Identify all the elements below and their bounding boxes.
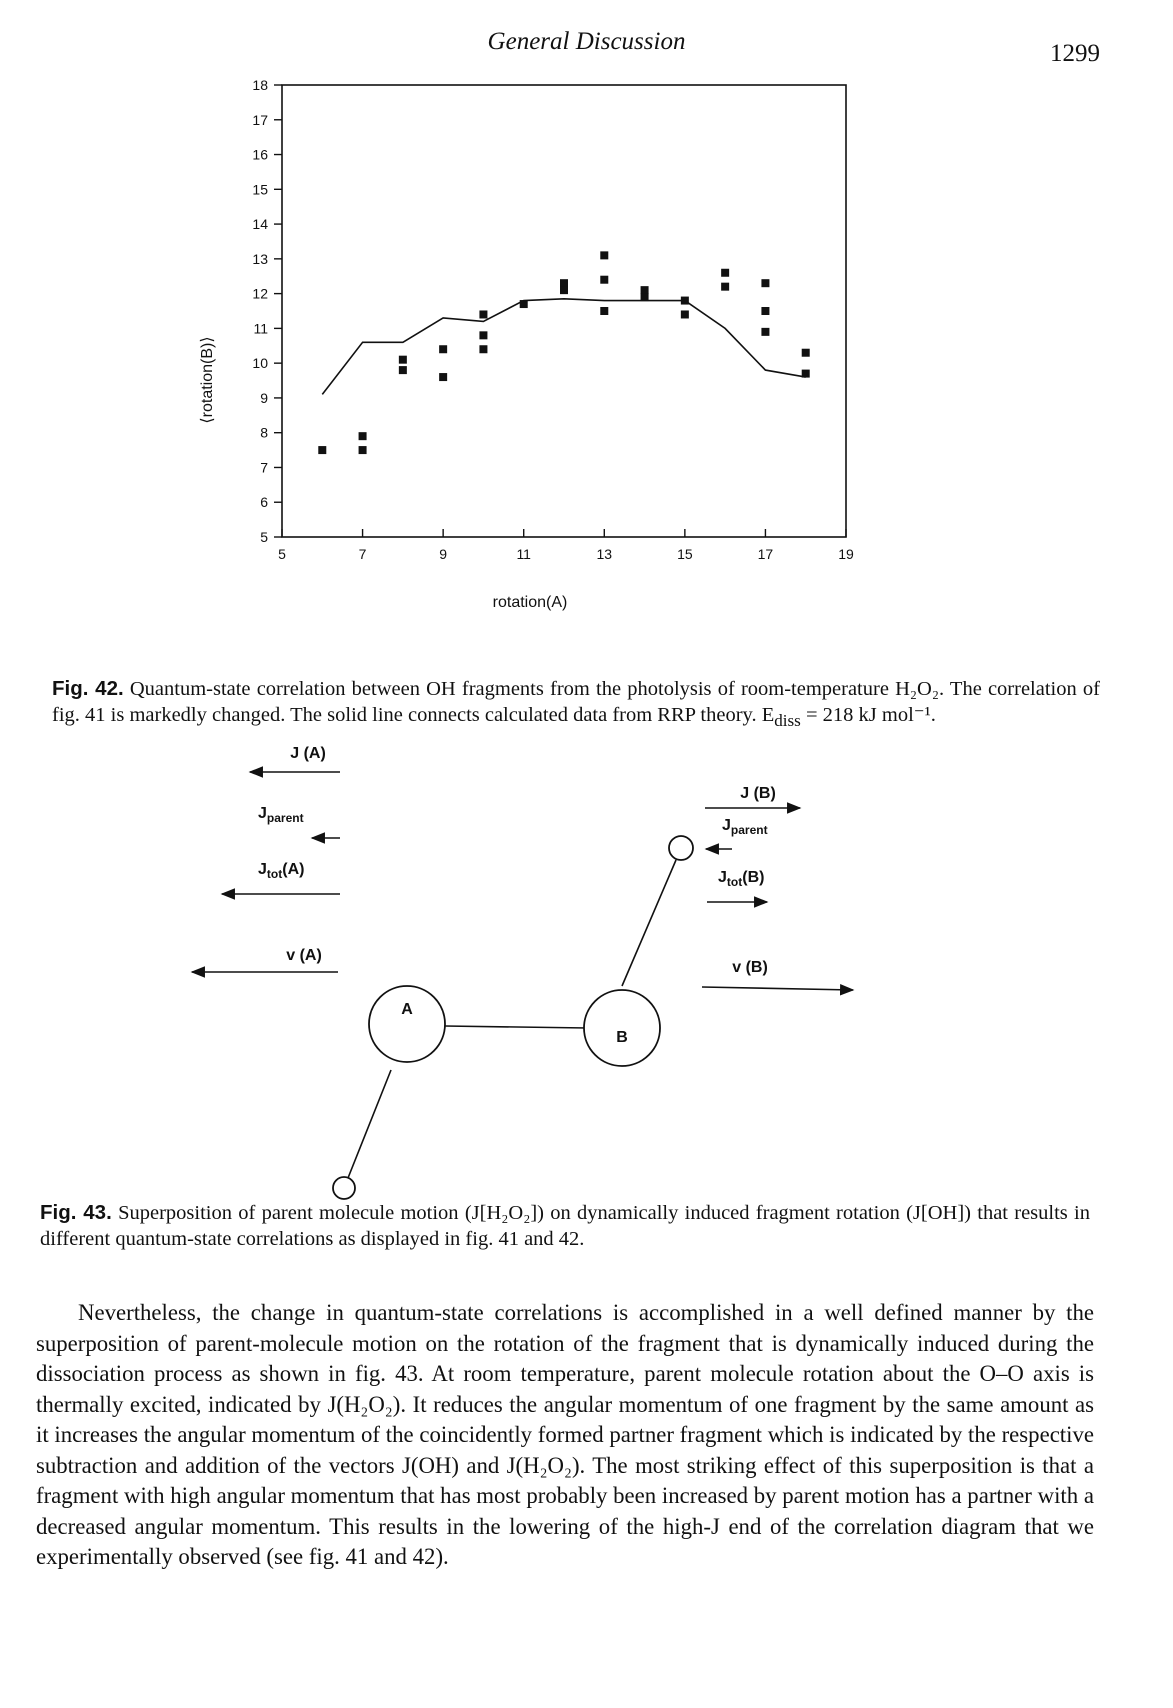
atom-a: [369, 986, 445, 1062]
y-tick-label: 11: [253, 320, 268, 337]
atom-b-label: B: [616, 1029, 628, 1046]
x-tick-label: 19: [838, 546, 854, 562]
y-tick-label: 8: [260, 424, 268, 441]
y-tick-label: 18: [252, 77, 268, 93]
x-tick-label: 15: [677, 546, 693, 562]
fig42-caption: [52, 676, 1100, 734]
label-j-b: J (B): [740, 785, 776, 802]
data-point: [439, 345, 447, 353]
data-point: [318, 446, 326, 454]
label-j-tot-b: $J_{tot}(B)$: [718, 869, 765, 889]
fig43-label: Fig. 43.: [40, 1201, 112, 1224]
data-point: [681, 310, 689, 318]
arrow-v-b: [702, 987, 853, 990]
fig43-diagram: [180, 745, 940, 1190]
data-point: [359, 446, 367, 454]
data-point: [560, 286, 568, 294]
chart-frame: [282, 85, 846, 537]
label-v-b: v (B): [732, 959, 768, 976]
data-point: [600, 276, 608, 284]
label-j-parent-left: $J_{parent}$: [258, 805, 304, 825]
chart-line: [322, 299, 805, 395]
data-point: [721, 283, 729, 291]
atom-a-label: A: [401, 1001, 413, 1018]
running-head: General Discussion: [487, 28, 686, 55]
data-point: [520, 300, 528, 308]
body-paragraph: [36, 1298, 1094, 1573]
data-point: [600, 251, 608, 259]
y-tick-label: 5: [260, 529, 268, 545]
data-point: [399, 366, 407, 374]
data-point: [560, 279, 568, 287]
data-point: [600, 307, 608, 315]
data-point: [399, 356, 407, 364]
rrp-theory-line: [322, 299, 805, 395]
fig42-label: Fig. 42.: [52, 677, 124, 700]
atom-b: [584, 990, 660, 1066]
y-tick-label: 15: [252, 181, 268, 198]
y-tick-label: 13: [252, 250, 268, 267]
data-point: [479, 310, 487, 318]
fig43-caption: [40, 1200, 1090, 1252]
data-point: [802, 370, 810, 378]
data-point: [439, 373, 447, 381]
chart-points: [318, 251, 809, 454]
y-tick-label: 16: [252, 146, 268, 163]
x-tick-label: 7: [358, 546, 367, 562]
y-tick-label: 6: [260, 494, 268, 511]
data-point: [479, 345, 487, 353]
fig43-caption-text: Superposition of parent molecule motion (J[H₂O₂]) on dynamically induced fragment rotation (J[OH]) that results in different quantum-state correlations as displayed in fig. 41 and 42.: [40, 1202, 1090, 1250]
fig42-caption-text: Quantum-state correlation between OH fragments from the photolysis of room-temperature H₂O₂. The correlation of fig. 41 is markedly changed. The solid line connects calculated data from RRP theory. E: [52, 678, 1100, 726]
hydrogen-b: [669, 836, 693, 860]
fig42-caption-end: = 218 kJ mol⁻¹.: [800, 704, 936, 726]
data-point: [641, 286, 649, 294]
fig42-caption-sub: diss: [774, 711, 801, 731]
bond-b-h: [622, 860, 676, 986]
x-tick-label: 9: [439, 546, 448, 562]
x-tick-label: 17: [757, 546, 774, 562]
body-paragraph-text: Nevertheless, the change in quantum-state correlations is accomplished in a well defined manner by the superposition of parent-molecule motion on the rotation of the fragment that is dynamically induced during the dissociation process as shown in fig. 43. At room temperature, parent molecule rotation about the O–O axis is thermally excited, indicated by J(H₂O₂). It reduces the angular momentum of one fragment by the same amount as it increases the angular momentum of the coincidently formed partner fragment which is indicated by the respective subtraction and addition of the vectors J(OH) and J(H₂O₂). The most striking effect of this superposition is that a fragment with high angular momentum that has most probably been increased by parent motion has a partner with a decreased angular momentum. This results in the lowering of the high-J end of the correlation diagram that we experimentally observed (see fig. 41 and 42).: [36, 1300, 1094, 1569]
data-point: [479, 331, 487, 339]
data-point: [761, 307, 769, 315]
bond-a-h: [348, 1070, 391, 1178]
data-point: [681, 297, 689, 305]
data-point: [641, 293, 649, 301]
label-v-a: v (A): [286, 947, 322, 964]
data-point: [802, 349, 810, 357]
label-j-parent-right: $J_{parent}$: [722, 817, 768, 837]
y-tick-label: 7: [260, 459, 268, 476]
chart-ticks: [252, 77, 854, 562]
y-tick-label: 12: [252, 285, 268, 302]
y-tick-label: 14: [252, 216, 268, 233]
y-tick-label: 9: [260, 389, 268, 406]
data-point: [359, 432, 367, 440]
chart-border: [282, 85, 846, 537]
data-point: [761, 279, 769, 287]
data-point: [721, 269, 729, 277]
data-point: [761, 328, 769, 336]
chart-xlabel: rotation(A): [492, 594, 568, 611]
x-tick-label: 5: [278, 546, 286, 562]
x-tick-label: 13: [596, 546, 613, 562]
hydrogen-a: [333, 1177, 355, 1199]
y-tick-label: 17: [252, 111, 268, 128]
bond-a-b: [445, 1026, 588, 1028]
y-tick-label: 10: [252, 355, 268, 372]
chart-ylabel: ⟨rotation(B)⟩: [199, 336, 216, 424]
x-tick-label: 11: [516, 546, 531, 562]
label-j-a: J (A): [290, 745, 326, 762]
fig42-chart: [190, 75, 890, 615]
page-number: 1299: [1050, 40, 1100, 67]
label-j-tot-a: $J_{tot}(A)$: [258, 861, 305, 881]
